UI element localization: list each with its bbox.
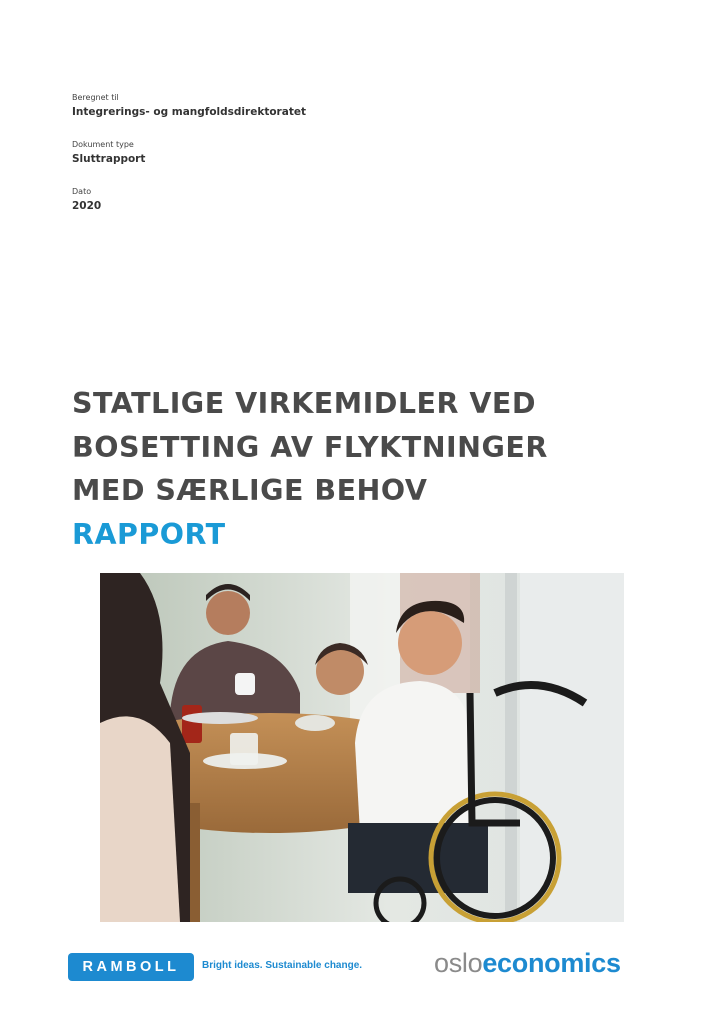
prepared-for-block [72,92,306,119]
document-type-label: Dokument type [72,140,134,149]
logo-oslo-part: oslo [434,948,483,978]
report-subtitle: RAPPORT [72,517,226,551]
date-block [72,186,101,213]
prepared-for-value: Integrerings- og mangfoldsdirektoratet [72,106,306,118]
title-line-3: MED SÆRLIGE BEHOV [72,474,428,507]
title-line-2: BOSETTING AV FLYKTNINGER [72,430,548,464]
title-line-1: STATLIGE VIRKEMIDLER VED [72,387,537,420]
oslo-economics-logo [434,944,621,982]
document-type-value: Sluttrapport [72,153,146,165]
document-type-block [72,139,145,166]
logo-economics-part: economics [482,948,621,978]
cover-photo [100,573,624,922]
date-value: 2020 [72,200,102,212]
ramboll-logo-text: RAMBOLL [82,959,180,975]
date-label: Dato [72,187,92,196]
prepared-for-label: Beregnet til [72,93,119,102]
family-at-table-illustration [100,573,624,922]
report-title [72,382,672,556]
ramboll-tagline: Bright ideas. Sustainable change. [202,960,363,971]
ramboll-logo [68,953,194,981]
